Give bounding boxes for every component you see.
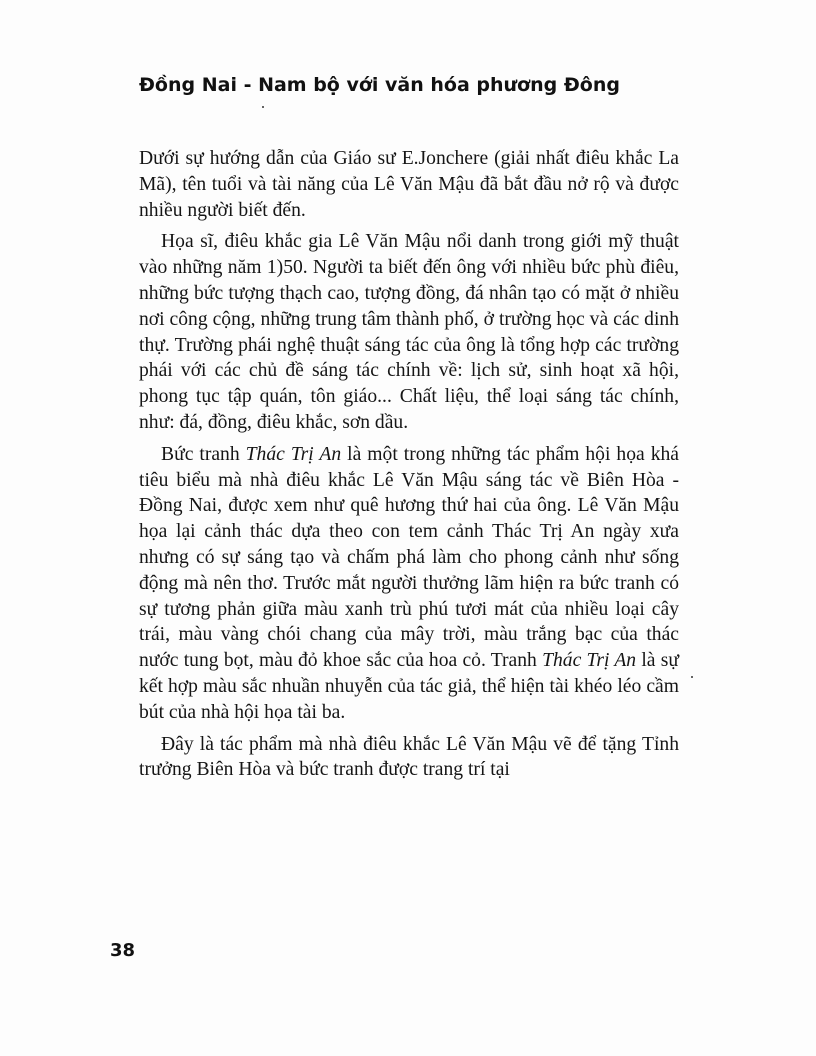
scan-speck [691, 676, 693, 678]
body-text [139, 146, 679, 789]
paragraph [139, 229, 679, 435]
artwork-title: Thác Trị An [245, 443, 342, 465]
paragraph-text: là một trong những tác phẩm hội họa khá tiêu biểu mà nhà điêu khắc Lê Văn Mậu sáng tác về Biên Hòa - Đồng Nai, được xem như quê hương thứ hai của ông. Lê Văn Mậu họa lại cảnh thác dựa theo con tem cảnh Thác Trị An ngày xưa nhưng có sự sáng tạo và chấm phá làm cho phong cảnh như sống động mà nên thơ. Trước mắt người thưởng lãm hiện ra bức tranh có sự tương phản giữa màu xanh trù phú tươi mát của nhiều loại cây trái, màu vàng chói chang của mây trời, màu trắng bạc của thác nước tung bọt, màu đỏ khoe sắc của hoa cỏ. Tranh [139, 443, 679, 672]
paragraph [139, 146, 679, 223]
page-number: 38 [110, 940, 136, 961]
paragraph-text: là sự kết hợp màu sắc nhuần nhuyễn của tác giả, thể hiện tài khéo léo cầm bút của nhà hội họa tài ba. [139, 650, 679, 723]
paragraph [139, 442, 679, 726]
paragraph-text: Đây là tác phẩm mà nhà điêu khắc Lê Văn Mậu vẽ để tặng Tỉnh trưởng Biên Hòa và bức tranh được trang trí tại [139, 733, 679, 781]
paragraph [139, 732, 679, 784]
paragraph-text: Họa sĩ, điêu khắc gia Lê Văn Mậu nổi danh trong giới mỹ thuật vào những năm 1)50. Người ta biết đến ông với nhiều bức phù điêu, những bức tượng thạch cao, tượng đồng, đá nhân tạo có mặt ở nhiều nơi công cộng, những trung tâm thành phố, ở trường học và các dinh thự. Trường phái nghệ thuật sáng tác của ông là tổng hợp các trường phái với các chủ đề sáng tác chính về: lịch sử, sinh hoạt xã hội, phong tục tập quán, tôn giáo... Chất liệu, thể loại sáng tác chính, như: đá, đồng, điêu khắc, sơn dầu. [139, 231, 679, 433]
scan-speck [262, 106, 264, 108]
running-header: Đồng Nai - Nam bộ với văn hóa phương Đông [139, 74, 620, 96]
artwork-title: Thác Trị An [542, 650, 637, 672]
paragraph-text: Bức tranh [161, 443, 246, 465]
paragraph-text: Dưới sự hướng dẫn của Giáo sư E.Jonchere (giải nhất điêu khắc La Mã), tên tuổi và tài năng của Lê Văn Mậu đã bắt đầu nở rộ và được nhiều người biết đến. [139, 148, 679, 221]
